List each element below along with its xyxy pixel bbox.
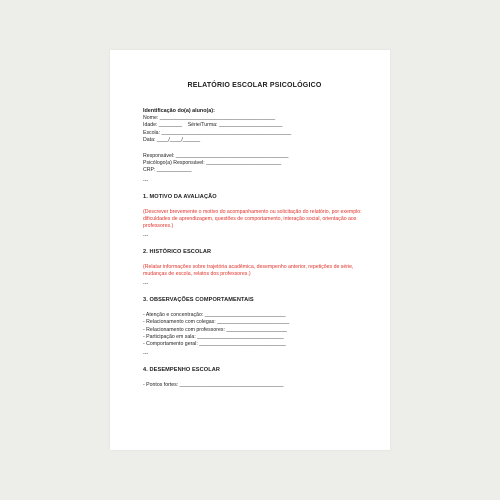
behavior-field: - Comportamento geral: ______________________________ [143,341,286,348]
psychologist-field: Psicólogo(a) Responsável: __________________________ [143,160,282,167]
separator: --- [143,281,149,288]
teachers-field: - Relacionamento com professores: _____________________ [143,326,287,333]
age-class-field: Idade: ________ Série/Turma: ______________________ [143,122,283,129]
crp-field: CRP: ____________ [143,167,192,174]
name-field: Nome: ________________________________________ [143,115,276,122]
section-2-title: 2. HISTÓRICO ESCOLAR [143,248,212,255]
section-2-hint: (Relatar informações sobre trajetória acadêmica, desempenho anterior, repetições de série, mudanças de escola, relatos dos professores.) [143,264,354,278]
guardian-field: Responsável: _______________________________________ [143,153,289,160]
document-page [110,50,390,450]
date-field: Data: ____/____/______ [143,136,201,143]
separator: --- [143,351,149,358]
attention-field: - Atenção e concentração: ____________________________ [143,312,286,319]
identification-heading: Identificação do(a) aluno(a): [143,108,215,114]
strengths-field: - Pontos fortes: ____________________________________ [143,382,284,389]
peers-field: - Relacionamento com colegas: _________________________ [143,319,290,326]
section-4-title: 4. DESEMPENHO ESCOLAR [143,367,221,374]
separator: --- [143,232,149,239]
section-3-title: 3. OBSERVAÇÕES COMPORTAMENTAIS [143,297,254,304]
section-1-hint: (Descrever brevemente o motivo do acompanhamento ou solicitação do relatório, por exemplo: dificuldades de aprendizagem, questões de comportamento, interação social, orientação aos professores.) [143,208,362,229]
document-title: RELATÓRIO ESCOLAR PSICOLÓGICO [187,82,322,89]
separator: --- [143,177,149,184]
participation-field: - Participação em sala: ______________________________ [143,333,284,340]
section-1-title: 1. MOTIVO DA AVALIAÇÃO [143,193,217,200]
school-field: Escola: _____________________________________________ [143,129,292,136]
